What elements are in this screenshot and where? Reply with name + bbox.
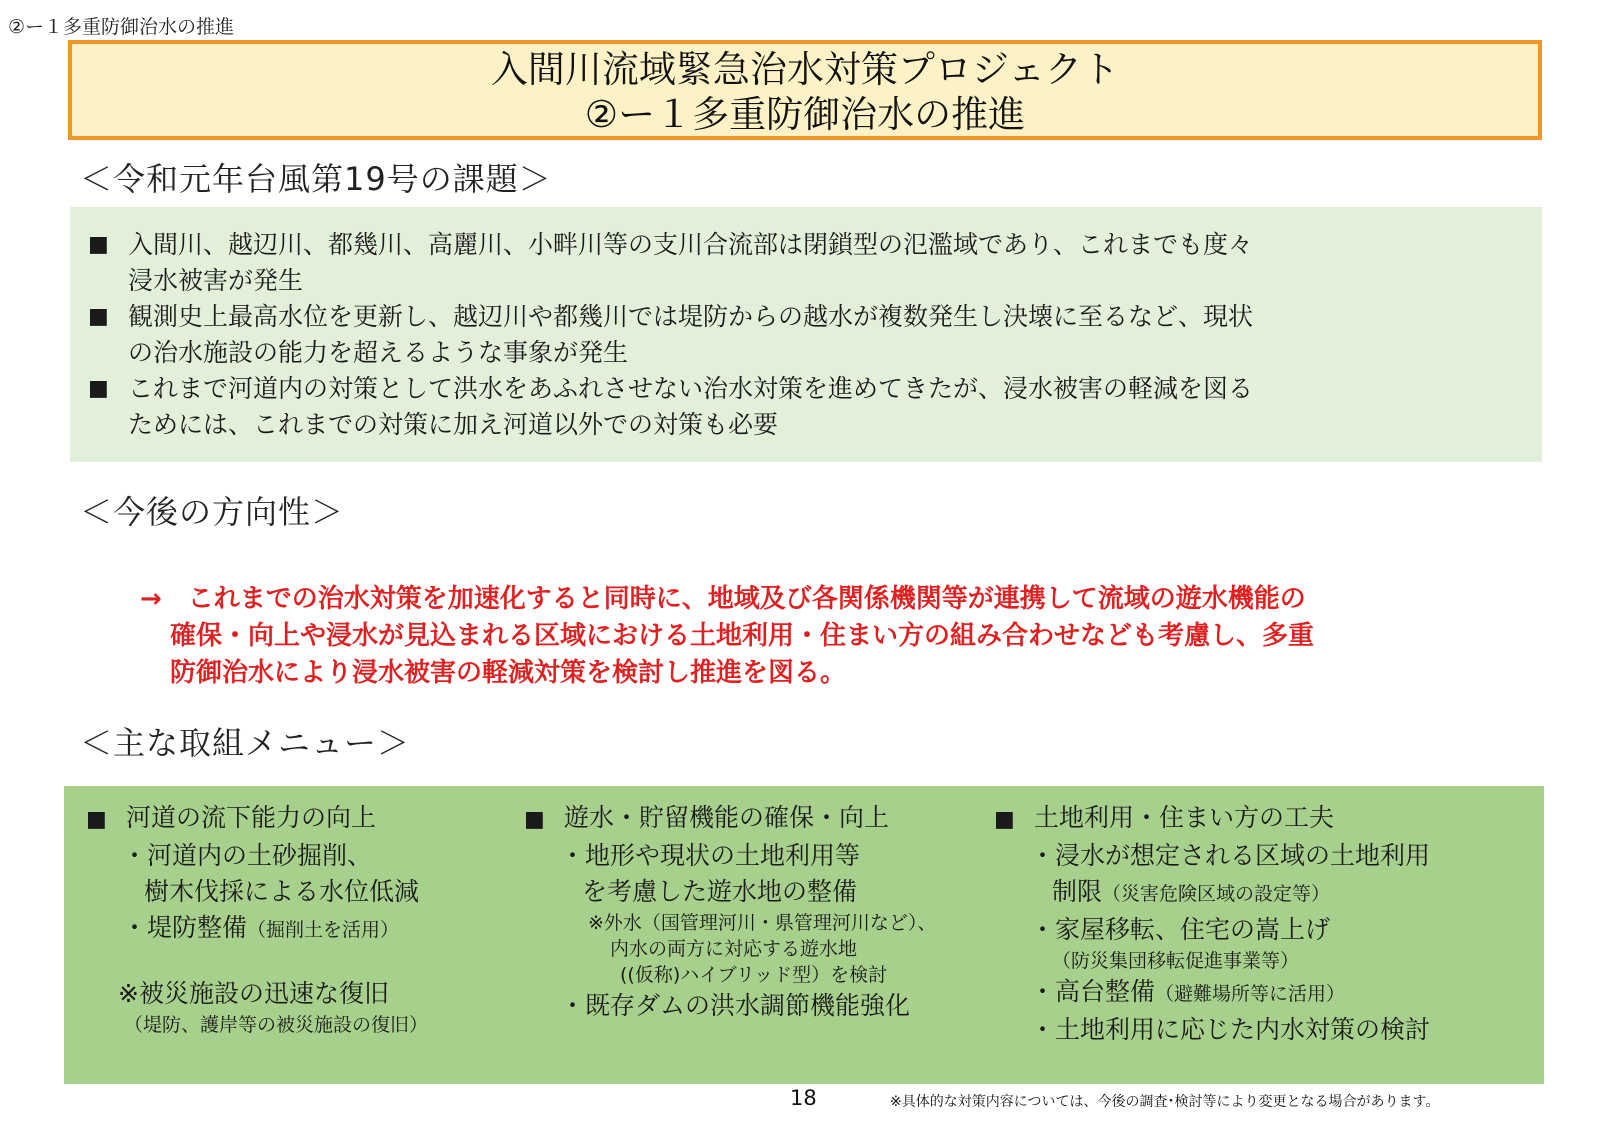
footer-note: ※具体的な対策内容については、今後の調査･検討等により変更となる場合があります。 [890,1094,1440,1110]
menu-column-river-capacity [86,800,536,1038]
bullet-square-icon: ■ [88,232,109,257]
menu-item: を考慮した遊水地の整備 [582,877,858,906]
menu-item: 樹木伐採による水位低減 [144,877,420,906]
direction-line-1: → これまでの治水対策を加速化すると同時に、地域及び各関係機関等が連携して流域の遊水機能の [140,584,1306,614]
page-number: 18 [790,1086,817,1110]
menu-item-note: ※外水（国管理河川・県管理河川など）、 [588,912,937,934]
title-box [68,40,1542,140]
menu-box [64,786,1544,1084]
menu-item: ・河道内の土砂掘削、 [122,841,373,870]
challenge-item-line: の治水施設の能力を超えるような事象が発生 [128,338,629,367]
menu-item-label: ・堤防整備 [122,913,248,942]
direction-text [140,581,1540,692]
challenges-box [70,207,1542,462]
menu-item: ・家屋移転、住宅の嵩上げ [1030,915,1331,944]
challenge-item-line: 入間川、越辺川、都幾川、高麗川、小畔川等の支川合流部は閉鎖型の氾濫域であり、これまでも度々 [128,230,1254,259]
menu-item: ・既存ダムの洪水調節機能強化 [560,991,911,1020]
challenges-heading: ＜令和元年台風第19号の課題＞ [80,160,552,198]
challenge-item [88,371,1512,443]
bullet-square-icon: ■ [994,807,1015,832]
menu-item-note: 内水の両方に対応する遊水地 [610,938,858,960]
challenge-item-line: 浸水被害が発生 [128,266,304,295]
corner-section-label: ②ー１多重防御治水の推進 [8,16,235,38]
menu-item [86,910,536,948]
title-line-1: 入間川流域緊急治水対策プロジェクト [490,48,1120,91]
title-line-2: ②ー１多重防御治水の推進 [584,93,1026,136]
menu-column-head [994,800,1534,838]
direction-line-3: 防御治水により浸水被害の軽減対策を検討し推進を図る。 [170,658,847,688]
menu-item [994,874,1534,912]
menu-column-land-use [994,800,1534,1048]
menu-item-note: （掘削土を活用） [247,919,400,941]
direction-heading: ＜今後の方向性＞ [80,493,345,531]
challenge-item-line: これまで河道内の対策として洪水をあふれさせない治水対策を進めてきたが、浸水被害の軽減を図る [128,374,1254,403]
menu-column-title: 河道の流下能力の向上 [126,803,377,832]
menu-item-label: 制限 [1052,877,1103,906]
challenge-item [88,227,1512,299]
challenge-item [88,299,1512,371]
challenge-item-line: ためには、これまでの対策に加え河道以外での対策も必要 [128,410,779,439]
menu-heading: ＜主な取組メニュー＞ [80,724,411,762]
menu-item-note: （堤防、護岸等の被災施設の復旧） [124,1014,429,1036]
menu-item-note: （災害危険区域の設定等） [1102,883,1331,905]
menu-item-note: （避難場所等に活用） [1155,983,1346,1005]
direction-line-2: 確保・向上や浸水が見込まれる区域における土地利用・住まい方の組み合わせなども考慮し、多重 [170,621,1315,651]
menu-item [994,974,1534,1012]
menu-item-label: ・高台整備 [1030,977,1156,1006]
menu-column-title: 土地利用・住まい方の工夫 [1034,803,1335,832]
menu-item: ・地形や現状の土地利用等 [560,841,861,870]
menu-column-title: 遊水・貯留機能の確保・向上 [564,803,890,832]
menu-column-head [524,800,1044,838]
bullet-square-icon: ■ [88,376,109,401]
menu-column-retention [524,800,1044,1024]
challenge-item-line: 観測史上最高水位を更新し、越辺川や都幾川では堤防からの越水が複数発生し決壊に至るなど、現状 [128,302,1254,331]
menu-item: ・浸水が想定される区域の土地利用 [1030,841,1431,870]
menu-item-note: ((仮称)ハイブリッド型）を検討 [620,964,888,986]
bullet-square-icon: ■ [88,304,109,329]
menu-item: ・土地利用に応じた内水対策の検討 [1030,1015,1431,1044]
menu-column-head [86,800,536,838]
bullet-square-icon: ■ [86,807,107,832]
menu-item-note: （防災集団移転促進事業等） [1052,950,1300,972]
bullet-square-icon: ■ [524,807,545,832]
menu-item: ※被災施設の迅速な復旧 [118,979,389,1008]
